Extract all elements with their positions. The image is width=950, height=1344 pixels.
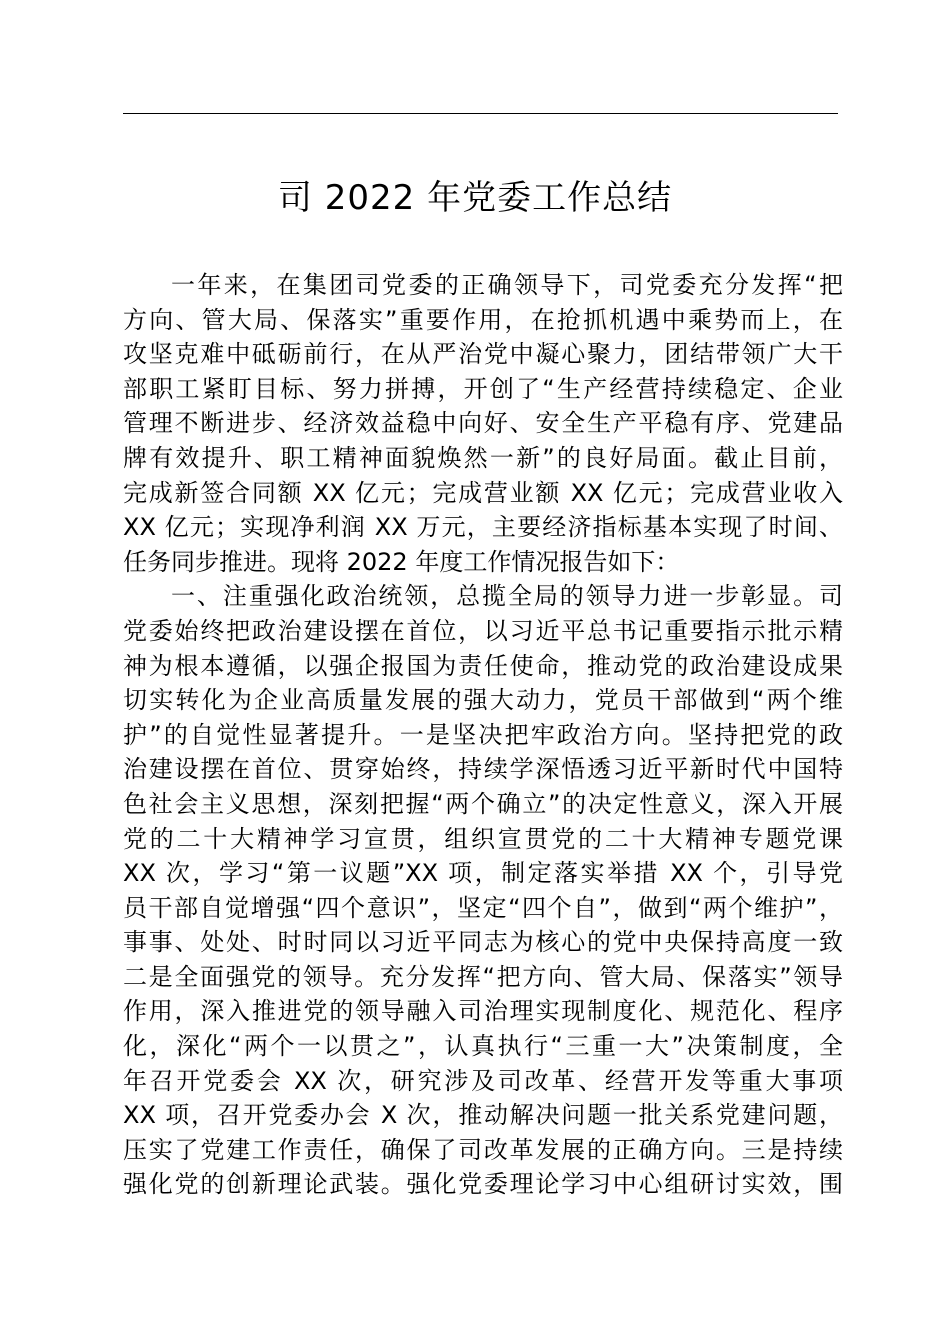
paragraph-2-line-4: 切实转化为企业高质量发展的强大动力，党员干部做到“两个维 (123, 686, 843, 715)
document-title: 司 2022 年党委工作总结 (277, 178, 673, 218)
paragraph-2-line-10: 员干部自觉增强“四个意识”，坚定“四个自”，做到“两个维护”， (123, 893, 843, 922)
paragraph-1-line-5: 管理不断进步、经济效益稳中向好、安全生产平稳有序、党建品 (123, 409, 843, 438)
paragraph-2-line-1: 一、注重强化政治统领，总揽全局的领导力进一步彰显。司 (171, 582, 843, 611)
paragraph-1-line-6: 牌有效提升、职工精神面貌焕然一新”的良好局面。截止目前， (123, 443, 843, 472)
paragraph-2-line-2: 党委始终把政治建设摆在首位，以习近平总书记重要指示批示精 (123, 616, 843, 645)
paragraph-1-line-7: 完成新签合同额 XX 亿元；完成营业额 XX 亿元；完成营业收入 (123, 478, 843, 507)
paragraph-2-line-12: 二是全面强党的领导。充分发挥“把方向、管大局、保落实”领导 (123, 962, 843, 991)
paragraph-2-line-18: 强化党的创新理论武装。强化党委理论学习中心组研讨实效，围 (123, 1170, 843, 1199)
paragraph-2-line-7: 色社会主义思想，深刻把握“两个确立”的决定性意义，深入开展 (123, 789, 843, 818)
paragraph-1-line-1: 一年来，在集团司党委的正确领导下，司党委充分发挥“把 (171, 271, 843, 299)
paragraph-2-line-17: 压实了党建工作责任，确保了司改革发展的正确方向。三是持续 (123, 1135, 843, 1164)
paragraph-1-line-2: 方向、管大局、保落实”重要作用，在抢抓机遇中乘势而上，在 (123, 305, 843, 334)
paragraph-1-line-8: XX 亿元；实现净利润 XX 万元，主要经济指标基本实现了时间、 (123, 513, 843, 542)
paragraph-2-line-3: 神为根本遵循，以强企报国为责任使命，推动党的政治建设成果 (123, 651, 843, 680)
paragraph-2-line-14: 化，深化“两个一以贯之”，认真执行“三重一大”决策制度，全 (123, 1032, 843, 1061)
paragraph-2-line-13: 作用，深入推进党的领导融入司治理实现制度化、规范化、程序 (123, 997, 843, 1026)
header-rule (123, 113, 838, 114)
paragraph-2-line-5: 护”的自觉性显著提升。一是坚决把牢政治方向。坚持把党的政 (123, 720, 843, 749)
paragraph-2-line-9: XX 次，学习“第一议题”XX 项，制定落实举措 XX 个，引导党 (123, 859, 843, 888)
paragraph-2-line-11: 事事、处处、时时同以习近平同志为核心的党中央保持高度一致 (123, 928, 843, 957)
document-body (123, 268, 843, 1202)
paragraph-1-line-3: 攻坚克难中砥砺前行，在从严治党中凝心聚力，团结带领广大干 (123, 340, 843, 369)
paragraph-2-line-6: 治建设摆在首位、贯穿始终，持续学深悟透习近平新时代中国特 (123, 755, 843, 784)
paragraph-2-line-16: XX 项，召开党委办会 X 次，推动解决问题一批关系党建问题， (123, 1101, 843, 1130)
paragraph-2-line-8: 党的二十大精神学习宣贯，组织宣贯党的二十大精神专题党课 (123, 824, 843, 853)
paragraph-2-line-15: 年召开党委会 XX 次，研究涉及司改革、经营开发等重大事项 (123, 1066, 843, 1095)
paragraph-1-line-4: 部职工紧盯目标、努力拼搏，开创了“生产经营持续稳定、企业 (123, 374, 843, 403)
paragraph-1-line-9: 任务同步推进。现将 2022 年度工作情况报告如下： (123, 547, 680, 576)
